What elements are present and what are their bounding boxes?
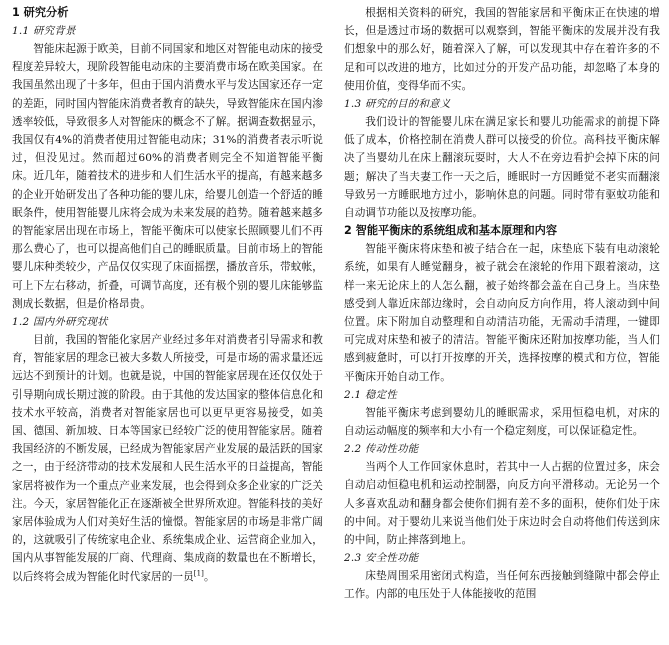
- section-2-paragraph: 智能平衡床将床垫和被子结合在一起，床垫底下装有电动滚轮系统，如果有人睡觉翻身，被子就会在滚轮的作用下跟着滚动，这样一来无论床上的人怎么翻，被子始终都会盖在自己身上。当床垫感受到人靠近床部边缘时，会自动向反方向作用，将人滚动到中间位置。床下附加自动整理和自动清洁功能，无需动手清理，一键即可完成对床垫和被子的清洁。智能平衡床还附加按摩功能，当人们感到疲惫时，可以打开按摩的开关，选择按摩的模式和方位，智能平衡床开始自动工作。: [344, 243, 660, 383]
- section-1-3-heading: 1.3 研究的目的和意义: [344, 98, 451, 111]
- section-1-1-heading: 1.1 研究背景: [12, 25, 76, 37]
- section-2-1-paragraph: 智能平衡床考虑到婴幼儿的睡眠需求，采用恒稳电机，对床的自动运动幅度的频率和大小有一个稳定刻度，可以保证稳定性。: [344, 406, 660, 438]
- section-1-2-continued-paragraph: 根据相关资料的研究，我国的智能家居和平衡床正在快速的增长，但是透过市场的数据可以观察到，智能平衡床的发展并没有我们想象中的那么好，随着深入了解，可以发现其中存在着许多的不足和可以改进的地方，比如过分的开发产品功能，却忽略了本身的使用价值，变得华而不实。: [344, 7, 660, 92]
- left-column: [12, 4, 323, 586]
- section-2-heading: 2 智能平衡床的系统组成和基本原理和内容: [344, 224, 558, 238]
- section-1-2-paragraph: [12, 331, 323, 586]
- section-1-2-heading: 1.2 国内外研究现状: [12, 316, 108, 329]
- section-1-heading: 1 研究分析: [12, 6, 69, 19]
- section-2-2-heading: 2.2 传动性功能: [344, 443, 419, 456]
- right-column: [344, 4, 660, 604]
- section-1-2-text-end: 。: [204, 570, 215, 583]
- section-1-3-paragraph: 我们设计的智能婴儿床在满足家长和婴儿功能需求的前提下降低了成本，价格控制在消费人群可以接受的价位。高科技平衡床解决了当婴幼儿在床上翻滚玩耍时，大人不在旁边看护会掉下床的问题；解决了当夫妻工作一天之后，睡眠时一方因睡觉不老实而翻滚导致另一方睡眠地方过小，影响休息的问题。同时带有驱蚊功能和自动调节功能以及按摩功能。: [344, 116, 660, 220]
- section-2-2-paragraph: 当两个人工作回家休息时，若其中一人占据的位置过多，床会自动启动恒稳电机和运动控制器，向反方向平滑移动。无论另一个人多喜欢乱动和翻身都会使你们拥有差不多的面积，使你们处于床的中间。对于婴幼儿来说当他们处于床边时会自动将他们传送到床的中间，防止摔落到地上。: [344, 461, 660, 547]
- section-1-2-text: 目前，我国的智能化家居产业经过多年对消费者引导需求和教育，智能家居的理念已被大多数人所接受，可是市场的需求量还远远达不到预计的计划。也就是说，中国的智能家居现在还仅仅处于引导期向成长期过渡的阶段。由于其他的发达国家的整体信息化和技术水平较高，消费者对智能家居也可以更早更容易接受，如美国、德国、新加坡、日本等国家已经较广泛的使用智能家居。随着我国经济的不断发展，已经成为智能家居产业发展的最活跃的国家之一，由于经济带动的技术发展和人民生活水平的日益提高，智能家居将被作为一个重点产业来发展，也会得到众多企业家的广泛关注。今天，家居智能化正在逐渐被全世界所欢迎。智能科技的美好家居体验成为人们对美好生活的憧憬。智能家居的市场是非常广阔的，这就吸引了传统家电企业、系统集成企业、运营商企业加入，国内从事智能发展的厂商、代理商、集成商的数量也在不断增长，以后终将会成为智能化时代家居的一员: [12, 334, 323, 583]
- section-2-1-heading: 2.1 稳定性: [344, 388, 398, 401]
- citation-1: [1]: [193, 569, 205, 578]
- section-2-3-heading: 2.3 安全性功能: [344, 552, 419, 565]
- section-1-1-paragraph: 智能床起源于欧美，目前不同国家和地区对智能电动床的接受程度差异较大，现阶段智能电动床的主要消费市场在欧美国家。在我国虽然出现了十多年，但由于国内消费水平与发达国家还存一定的差距，同时国内智能床消费者教育的缺失，导致智能床在国内渗透率较低，导致很多人对智能床的概念不了解。据调查数据显示，我国仅有4%的消费者使用过智能电动床；31%的消费者表示听说过，但没见过。然而超过60%的消费者则完全不知道智能平衡床。近几年，随着技术的进步和人们生活水平的提高，有越来越多的企业开始研发出了各种功能的婴儿床，给婴儿创造一个舒适的睡眠条件，使用智能婴儿床将会成为未来发展的趋势。随着越来越多的智能家居出现在市场上，智能平衡床可以使家长照顾婴儿们不再那么费心了，也可以提高他们自己的睡眠质量。目前市场上的智能婴儿床种类较少，产品仅仅实现了床面摇摆，播放音乐，带蚊帐，可上下左右移动，折叠，可调节高度，还有极个别的婴儿床能够监测成长数据，但是价格昂贵。: [12, 43, 323, 310]
- section-2-3-paragraph: 床垫周围采用密闭式构造，当任何东西接触到缝隙中都会停止工作。内部的电压处于人体能接收的范围: [344, 570, 660, 601]
